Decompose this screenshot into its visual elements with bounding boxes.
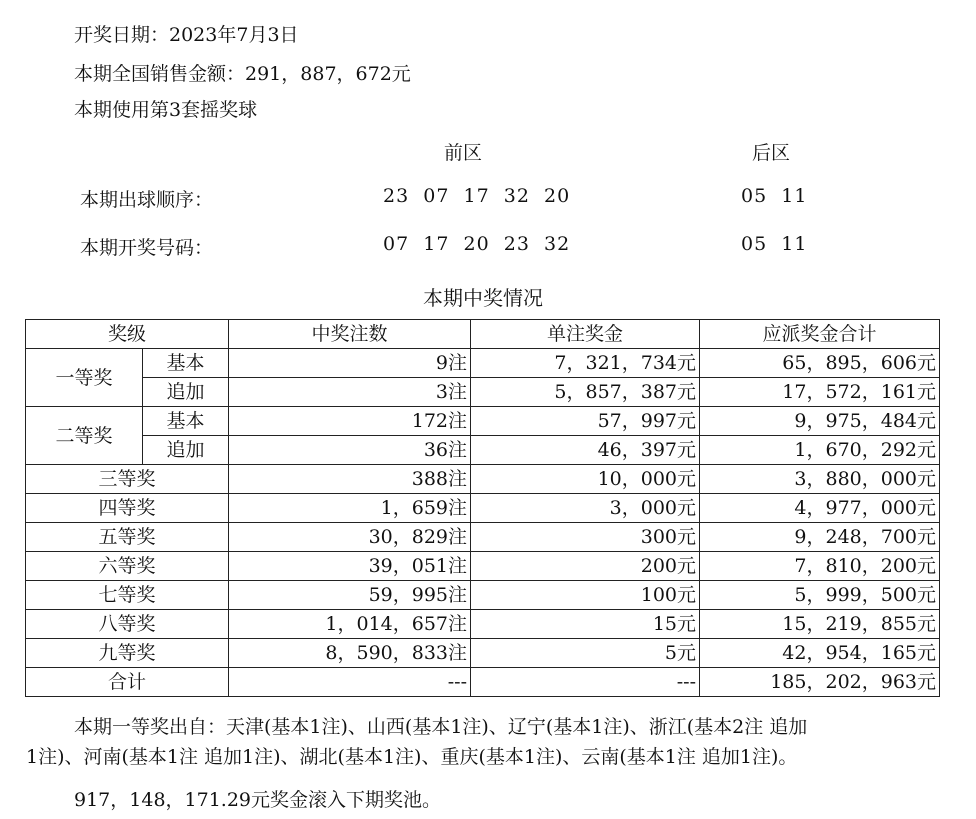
draw-order-label: 本期出球顺序： xyxy=(80,189,214,211)
prize-level: 八等奖 xyxy=(26,610,229,639)
total-prize: 42，954，165元 xyxy=(700,639,940,668)
level-first: 一等奖 xyxy=(26,349,143,407)
total-prize: 5，999，500元 xyxy=(700,581,940,610)
level-second: 二等奖 xyxy=(26,407,143,465)
prize-level: 九等奖 xyxy=(26,639,229,668)
win-count: 172注 xyxy=(229,407,471,436)
prize-level: 三等奖 xyxy=(26,465,229,494)
prize-level: 四等奖 xyxy=(26,494,229,523)
total-prize: 1，670，292元 xyxy=(700,436,940,465)
unit-prize: 15元 xyxy=(471,610,700,639)
total-prize: 3，880，000元 xyxy=(700,465,940,494)
table-row xyxy=(26,465,940,494)
win-count: 3注 xyxy=(229,378,471,407)
result-label: 本期开奖号码： xyxy=(80,237,214,259)
prize-level: 六等奖 xyxy=(26,552,229,581)
header-level: 奖级 xyxy=(26,320,229,349)
total-prize: 4，977，000元 xyxy=(700,494,940,523)
sub-level: 追加 xyxy=(143,436,229,465)
table-row xyxy=(26,639,940,668)
win-count: 9注 xyxy=(229,349,471,378)
front-zone-header: 前区 xyxy=(444,142,483,164)
table-row xyxy=(26,349,940,378)
unit-prize: 5元 xyxy=(471,639,700,668)
win-count: 30，829注 xyxy=(229,523,471,552)
prize-level: 七等奖 xyxy=(26,581,229,610)
winners-line-1: 本期一等奖出自：天津(基本1注)、山西(基本1注)、辽宁(基本1注)、浙江(基本2注 追加 xyxy=(74,716,808,738)
unit-prize: 100元 xyxy=(471,581,700,610)
win-count: 36注 xyxy=(229,436,471,465)
table-row xyxy=(26,436,940,465)
unit-prize: 300元 xyxy=(471,523,700,552)
rollover-text: 917，148，171.29元奖金滚入下期奖池。 xyxy=(74,789,442,811)
back-zone-header: 后区 xyxy=(752,142,791,164)
sales-amount: 本期全国销售金额：291，887，672元 xyxy=(74,63,411,85)
prize-level: 五等奖 xyxy=(26,523,229,552)
sub-level: 基本 xyxy=(143,349,229,378)
total-prize: 17，572，161元 xyxy=(700,378,940,407)
win-count: 59，995注 xyxy=(229,581,471,610)
total-count: --- xyxy=(229,668,471,697)
table-header-row xyxy=(26,320,940,349)
table-row xyxy=(26,552,940,581)
total-prize: 7，810，200元 xyxy=(700,552,940,581)
grand-total: 185，202，963元 xyxy=(700,668,940,697)
table-row xyxy=(26,610,940,639)
draw-order-front: 23 07 17 32 20 xyxy=(383,185,571,207)
unit-prize: 46，397元 xyxy=(471,436,700,465)
table-row xyxy=(26,378,940,407)
draw-date: 开奖日期：2023年7月3日 xyxy=(74,24,299,46)
winners-line-2: 1注)、河南(基本1注 追加1注)、湖北(基本1注)、重庆(基本1注)、云南(基本1注 追加1注)。 xyxy=(26,746,798,768)
header-count: 中奖注数 xyxy=(229,320,471,349)
result-back: 05 11 xyxy=(741,233,808,255)
total-prize: 9，248，700元 xyxy=(700,523,940,552)
table-row xyxy=(26,581,940,610)
unit-prize: 7，321，734元 xyxy=(471,349,700,378)
header-unit-prize: 单注奖金 xyxy=(471,320,700,349)
table-row xyxy=(26,494,940,523)
unit-prize: 5，857，387元 xyxy=(471,378,700,407)
total-prize: 9，975，484元 xyxy=(700,407,940,436)
unit-prize: 3，000元 xyxy=(471,494,700,523)
win-count: 39，051注 xyxy=(229,552,471,581)
prize-table xyxy=(25,319,940,697)
sub-level: 追加 xyxy=(143,378,229,407)
header-total-prize: 应派奖金合计 xyxy=(700,320,940,349)
unit-prize: 10，000元 xyxy=(471,465,700,494)
unit-prize: 57，997元 xyxy=(471,407,700,436)
draw-order-back: 05 11 xyxy=(741,185,808,207)
table-row xyxy=(26,407,940,436)
win-count: 1，659注 xyxy=(229,494,471,523)
table-row xyxy=(26,523,940,552)
win-count: 8，590，833注 xyxy=(229,639,471,668)
ball-set: 本期使用第3套摇奖球 xyxy=(74,99,258,121)
total-prize: 15，219，855元 xyxy=(700,610,940,639)
total-prize: 65，895，606元 xyxy=(700,349,940,378)
win-count: 1，014，657注 xyxy=(229,610,471,639)
win-count: 388注 xyxy=(229,465,471,494)
table-title: 本期中奖情况 xyxy=(423,286,543,310)
total-label: 合计 xyxy=(26,668,229,697)
total-unit: --- xyxy=(471,668,700,697)
result-front: 07 17 20 23 32 xyxy=(383,233,571,255)
table-total-row xyxy=(26,668,940,697)
unit-prize: 200元 xyxy=(471,552,700,581)
sub-level: 基本 xyxy=(143,407,229,436)
